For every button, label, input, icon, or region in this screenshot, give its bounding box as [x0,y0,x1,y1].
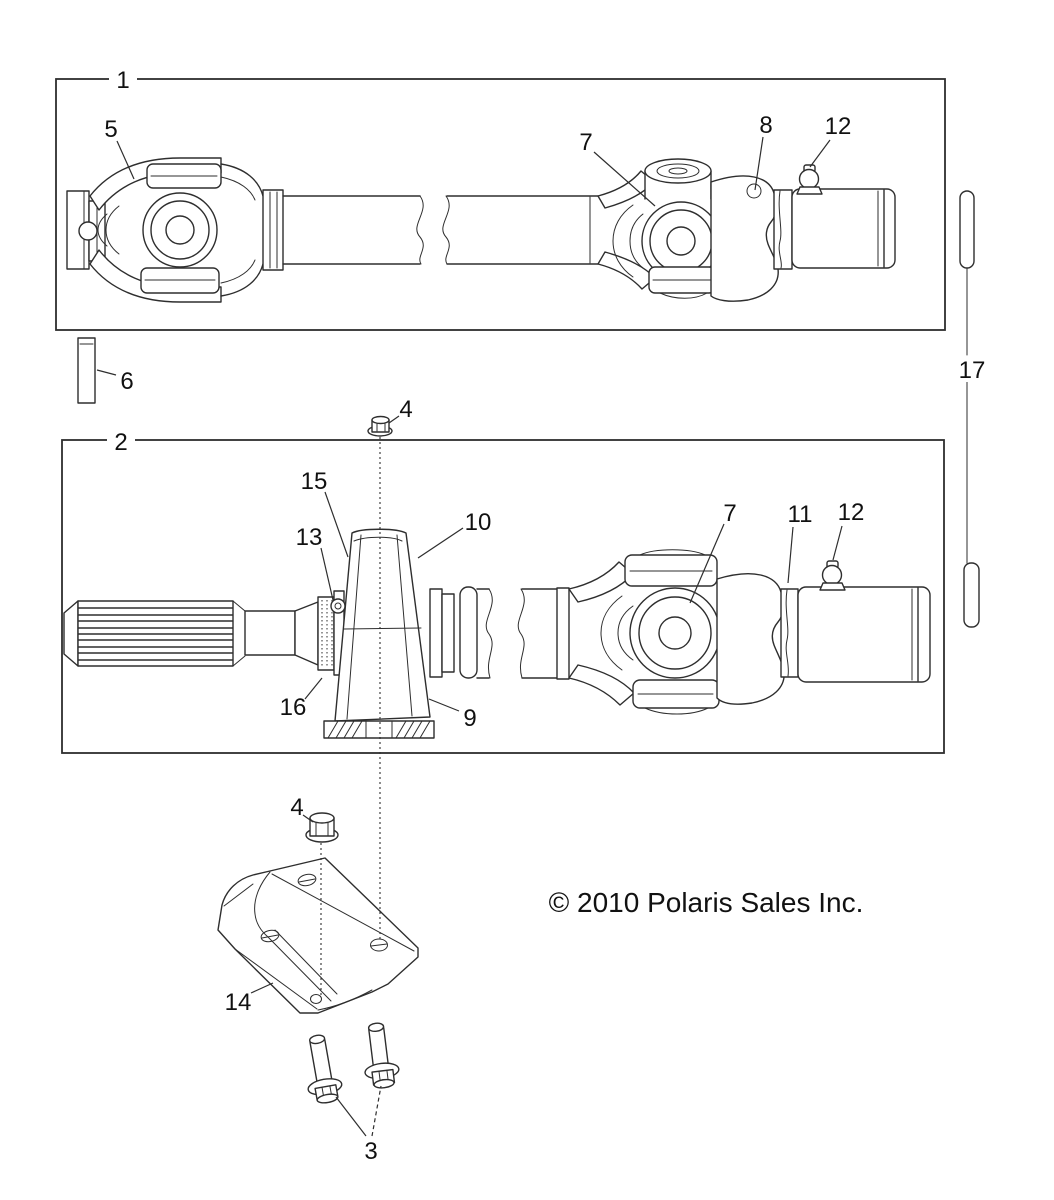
u-joint-bearing [143,193,217,267]
u-joint-rear-shaft [569,550,798,714]
callout-12: 12 [837,499,865,526]
rear-tube [792,189,895,268]
grease-fitting-2 [820,561,845,590]
grease-fitting [797,165,822,194]
flange-bolt-left [299,1033,344,1106]
splined-shaft-end [64,601,245,666]
callout-17: 17 [958,357,986,384]
callout-15: 15 [300,468,328,495]
u-joint-rear [598,159,792,301]
front-prop-shaft-assembly [67,158,895,302]
yoke-ear-2 [717,574,784,704]
leader-line-6 [97,370,116,375]
callout-10: 10 [464,509,492,536]
leader-line-10 [418,528,463,558]
pinch-bolt [331,599,345,613]
leader-line-13 [321,548,333,600]
callout-7: 7 [579,129,593,156]
yoke-ear [711,176,778,301]
leader-line-11 [788,527,793,583]
shaft-tube-2 [477,588,569,679]
leader-line-16 [305,678,322,699]
rod [960,191,979,627]
rear-tube-2 [798,587,930,682]
spacer-pin [78,338,95,403]
callout-4: 4 [290,794,304,821]
copyright-text: © 2010 Polaris Sales Inc. [548,887,864,918]
leader-line-15 [325,492,348,557]
leader-line-3 [336,1097,366,1136]
flange-nut-bottom [306,813,338,842]
leader-line-4 [389,416,399,423]
flange-nut-top [368,417,392,437]
callout-7: 7 [723,500,737,527]
leader-line-14 [251,983,273,993]
shaft-tube [283,196,598,264]
callout-16: 16 [279,694,307,721]
callout-13: 13 [295,524,323,551]
callout-14: 14 [224,989,252,1016]
callout-8: 8 [759,112,773,139]
leader-line-12 [810,140,830,167]
leader-line-9 [429,699,459,711]
callout-12: 12 [824,113,852,140]
rear-prop-shaft-assembly [64,529,930,738]
callout-6: 6 [120,368,134,395]
callout-5: 5 [104,116,118,143]
leader-line-3 [372,1086,381,1136]
callout-2: 2 [114,429,128,456]
callout-1: 1 [116,67,130,94]
callout-11: 11 [787,501,813,528]
callout-9: 9 [463,705,477,732]
callout-4: 4 [399,396,413,423]
callout-3: 3 [364,1138,378,1165]
leader-line-12 [833,526,842,560]
flange-bolt-right [359,1021,401,1090]
